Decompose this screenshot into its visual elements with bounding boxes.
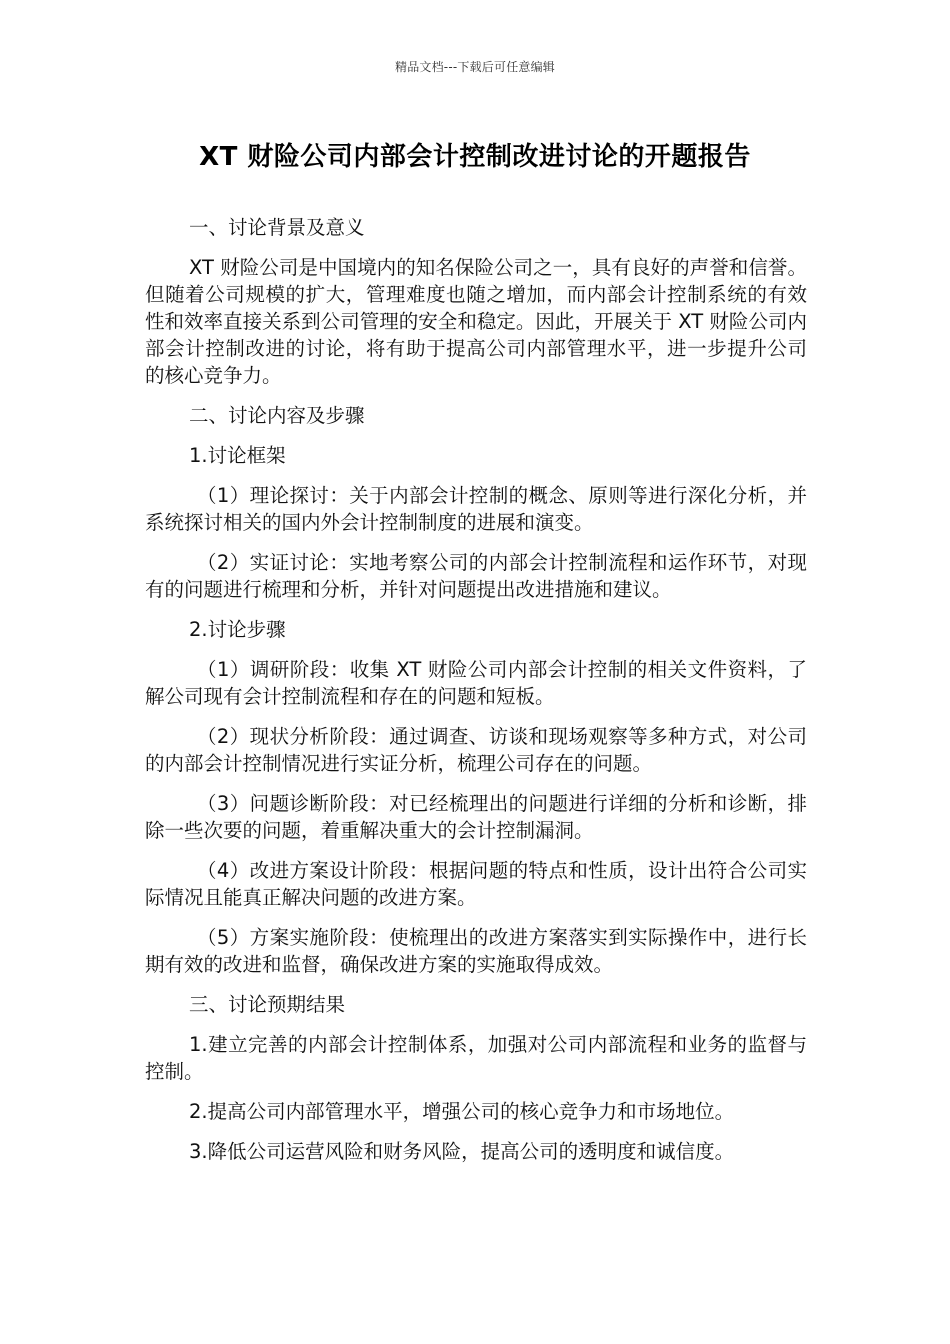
section-1-heading: 一、讨论背景及意义 [189, 216, 365, 239]
section-1-paragraph: XT 财险公司是中国境内的知名保险公司之一，具有良好的声誉和信誉。但随着公司规模的扩大，管理难度也随之增加，而内部会计控制系统的有效性和效率直接关系到公司管理的安全和稳定。因此，开展关于 XT 财险公司内部会计控制改进的讨论，将有助于提高公司内部管理水平，进一步提升公司的核心竞争力。 [145, 256, 807, 387]
steps-heading: 2.讨论步骤 [189, 618, 286, 641]
result-item-3: 3.降低公司运营风险和财务风险，提高公司的透明度和诚信度。 [189, 1140, 735, 1163]
document-title: XT 财险公司内部会计控制改进讨论的开题报告 [199, 142, 751, 172]
section-2-heading: 二、讨论内容及步骤 [189, 404, 365, 427]
framework-item-theory: （1）理论探讨：关于内部会计控制的概念、原则等进行深化分析，并系统探讨相关的国内外会计控制制度的进展和演变。 [145, 484, 807, 534]
framework-heading: 1.讨论框架 [189, 444, 286, 467]
step-item-research: （1）调研阶段：收集 XT 财险公司内部会计控制的相关文件资料，了解公司现有会计控制流程和存在的问题和短板。 [145, 658, 807, 708]
document-body [145, 214, 807, 1178]
framework-item-empirical: （2）实证讨论：实地考察公司的内部会计控制流程和运作环节，对现有的问题进行梳理和分析，并针对问题提出改进措施和建议。 [145, 551, 807, 601]
result-item-2: 2.提高公司内部管理水平，增强公司的核心竞争力和市场地位。 [189, 1100, 735, 1123]
step-item-design: （4）改进方案设计阶段：根据问题的特点和性质，设计出符合公司实际情况且能真正解决问题的改进方案。 [145, 859, 807, 909]
step-item-implementation: （5）方案实施阶段：使梳理出的改进方案落实到实际操作中，进行长期有效的改进和监督，确保改进方案的实施取得成效。 [145, 926, 807, 976]
step-item-analysis: （2）现状分析阶段：通过调查、访谈和现场观察等多种方式，对公司的内部会计控制情况进行实证分析，梳理公司存在的问题。 [145, 725, 807, 775]
result-item-1: 1.建立完善的内部会计控制体系，加强对公司内部流程和业务的监督与控制。 [145, 1033, 807, 1083]
section-3-heading: 三、讨论预期结果 [189, 993, 346, 1016]
step-item-diagnosis: （3）问题诊断阶段：对已经梳理出的问题进行详细的分析和诊断，排除一些次要的问题，着重解决重大的会计控制漏洞。 [145, 792, 807, 842]
page-header-note: 精品文档---下载后可任意编辑 [395, 60, 555, 74]
